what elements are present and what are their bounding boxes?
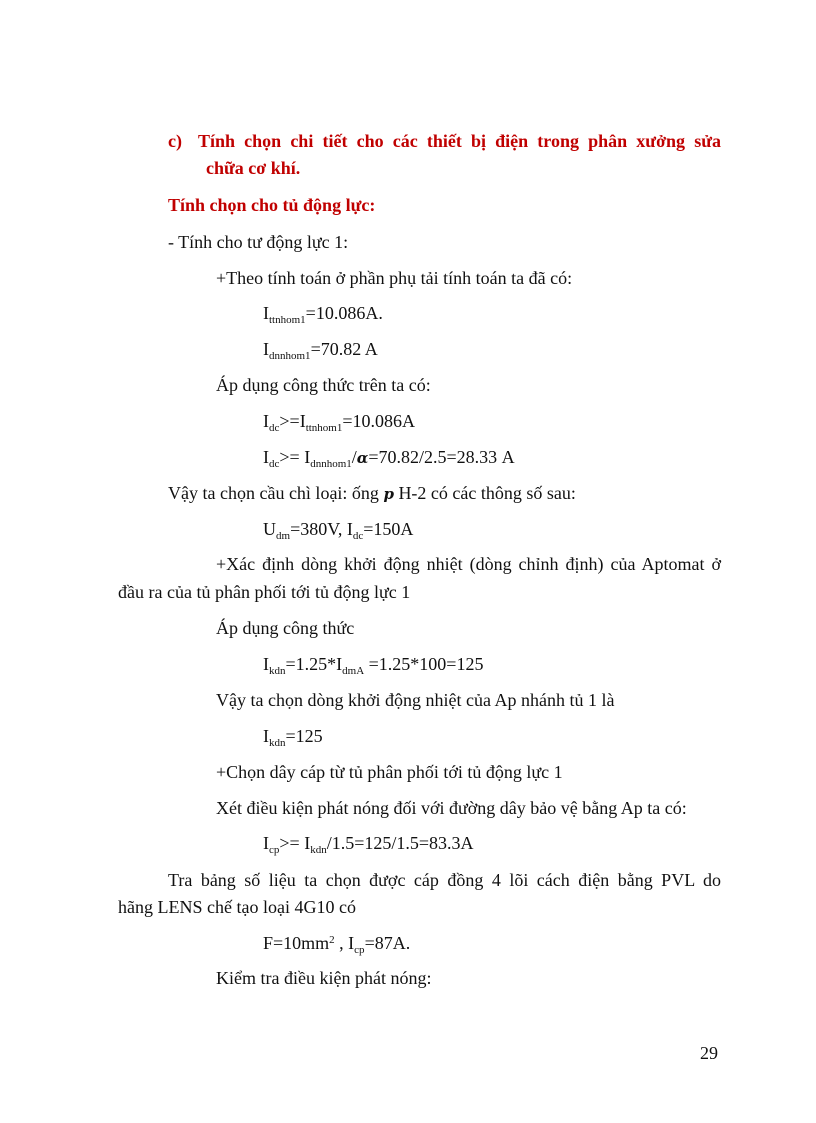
para-tra-bang-line1: Tra bảng số liệu ta chọn được cáp đồng 4 lõi cách điện bằng PVL do [168, 870, 721, 890]
eq-middle: =1.25*I [285, 654, 343, 674]
eq-value: =150A [363, 519, 414, 539]
eq-symbol: I [263, 726, 269, 746]
eq-pre: F=10mm [263, 933, 330, 953]
equation-idc-1 [263, 410, 415, 432]
line-vay-chon-2: Vậy ta chọn dòng khởi động nhiệt của Ap nhánh tủ 1 là [216, 690, 615, 710]
eq-value: /1.5=125/1.5=83.3A [326, 833, 474, 853]
equation-f-icp [263, 932, 410, 954]
eq-subscript-2: kdn [310, 844, 327, 856]
equation-ittnhom1 [263, 302, 383, 324]
eq-symbol: I [263, 411, 269, 431]
line-dong-luc-1: - Tính cho tư động lực 1: [168, 232, 349, 252]
line-theo-tinh-toan: +Theo tính toán ở phần phụ tải tính toán ta đã có: [216, 268, 573, 288]
eq-value: =10.086A [342, 411, 416, 431]
eq-symbol: I [263, 339, 269, 359]
eq-value: =125 [285, 726, 323, 746]
para-khoi-dong-line1: +Xác định dòng khởi động nhiệt (dòng chỉnh định) của Aptomat ở [216, 554, 721, 574]
eq-subscript: kdn [269, 665, 286, 677]
alpha-symbol: α [356, 449, 369, 467]
eq-symbol: I [263, 447, 269, 467]
eq-value: =70.82 A [310, 339, 378, 359]
eq-symbol: I [263, 303, 269, 323]
section-marker: c) [168, 131, 182, 151]
equation-ikdn-1 [263, 653, 483, 675]
eq-value: =70.82/2.5=28.33 A [368, 447, 515, 467]
line-xet-dieu-kien: Xét điều kiện phát nóng đối với đường dây bảo vệ bằng Ap ta có: [216, 798, 687, 818]
line-ap-dung-1: Áp dụng công thức trên ta có: [216, 375, 431, 395]
text-post: H-2 có các thông số sau: [398, 483, 576, 503]
eq-middle: , I [334, 933, 355, 953]
pi-symbol: p [383, 485, 394, 503]
eq-superscript: 2 [329, 934, 335, 946]
equation-ikdn-2 [263, 725, 323, 747]
eq-subscript-2: dmA [342, 665, 365, 677]
eq-symbol: U [263, 519, 276, 539]
eq-subscript: cp [354, 944, 365, 956]
eq-subscript-2: ttnhom1 [305, 422, 343, 434]
eq-subscript: kdn [269, 737, 286, 749]
eq-symbol: I [263, 833, 269, 853]
eq-subscript-2: dnnhom1 [310, 458, 352, 470]
eq-value: =1.25*100=125 [364, 654, 484, 674]
equation-icp-1 [263, 832, 474, 854]
section-title-line1: Tính chọn chi tiết cho các thiết bị điện trong phân xưởng sửa [198, 131, 721, 151]
eq-subscript: dc [269, 422, 280, 434]
eq-slash: / [351, 447, 357, 467]
equation-udm [263, 518, 413, 540]
eq-symbol: I [263, 654, 269, 674]
eq-subscript: dnnhom1 [269, 350, 311, 362]
para-tra-bang-line2: hãng LENS chế tạo loại 4G10 có [118, 897, 356, 917]
eq-subscript-2: dc [352, 530, 364, 542]
line-chon-cau-chi [168, 482, 576, 505]
line-ap-dung-2: Áp dụng công thức [216, 618, 355, 638]
section-title-line2: chữa cơ khí. [206, 158, 301, 178]
eq-middle: >= I [279, 447, 311, 467]
text-pre: Vậy ta chọn cầu chì loại: ống [168, 483, 384, 503]
eq-subscript: ttnhom1 [269, 314, 306, 326]
line-chon-day-cap: +Chọn dây cáp từ tủ phân phối tới tủ động lực 1 [216, 762, 563, 782]
equation-idc-2 [263, 446, 515, 469]
eq-value: =10.086A. [305, 303, 383, 323]
equation-idnnhom1 [263, 338, 378, 360]
eq-subscript: dc [269, 458, 280, 470]
eq-subscript: cp [269, 844, 280, 856]
para-khoi-dong-line2: đầu ra của tủ phân phối tới tủ động lực 1 [118, 582, 411, 602]
eq-value: =87A. [364, 933, 411, 953]
page-number: 29 [700, 1043, 718, 1063]
eq-subscript: dm [276, 530, 291, 542]
eq-middle: >= I [279, 833, 311, 853]
subheading: Tính chọn cho tủ động lực: [168, 195, 376, 215]
eq-middle: =380V, I [290, 519, 353, 539]
line-kiem-tra: Kiểm tra điều kiện phát nóng: [216, 968, 432, 988]
eq-middle: >=I [279, 411, 306, 431]
